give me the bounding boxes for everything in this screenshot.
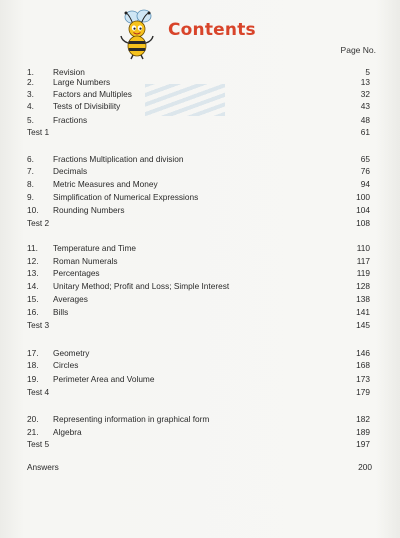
chapter-title: Fractions <box>53 115 88 125</box>
chapter-title: Representing information in graphical form <box>53 414 210 424</box>
chapter-number: 17. <box>27 348 39 358</box>
toc-chapter-row <box>27 179 370 190</box>
chapter-number: 6. <box>27 154 34 164</box>
toc-chapter-row <box>27 281 370 292</box>
chapter-title: Large Numbers <box>53 77 111 87</box>
page-number: 119 <box>356 268 370 278</box>
bee-icon <box>112 8 164 60</box>
page-number: 200 <box>358 462 372 472</box>
test-label: Test 4 <box>27 387 50 397</box>
page-title: Contents <box>168 20 256 40</box>
toc-chapter-row <box>27 166 370 177</box>
chapter-title: Tests of Divisibility <box>53 101 121 111</box>
toc-chapter-row <box>27 414 370 425</box>
chapter-title: Rounding Numbers <box>53 205 125 215</box>
chapter-title: Revision <box>53 67 85 77</box>
chapter-title: Percentages <box>53 268 100 278</box>
page-number-column-header: Page No. <box>340 45 376 55</box>
chapter-number: 15. <box>27 294 39 304</box>
chapter-number: 8. <box>27 179 34 189</box>
toc-chapter-row <box>27 115 370 126</box>
chapter-title: Temperature and Time <box>53 243 137 253</box>
chapter-title: Factors and Multiples <box>53 89 132 99</box>
toc-chapter-row <box>27 374 370 385</box>
toc-chapter-row <box>27 77 370 88</box>
toc-chapter-row <box>27 294 370 305</box>
chapter-number: 5. <box>27 115 34 125</box>
toc-chapter-row <box>27 268 370 279</box>
toc-chapter-row <box>27 307 370 318</box>
toc-test-row <box>27 320 370 331</box>
test-label: Test 1 <box>27 127 50 137</box>
test-label: Test 3 <box>27 320 50 330</box>
chapter-title: Simplification of Numerical Expressions <box>53 192 199 202</box>
test-label: Test 2 <box>27 218 50 228</box>
chapter-number: 7. <box>27 166 34 176</box>
chapter-title: Perimeter Area and Volume <box>53 374 155 384</box>
toc-chapter-row <box>27 360 370 371</box>
toc-test-row <box>27 462 370 473</box>
toc-chapter-row <box>27 192 370 203</box>
toc-chapter-row <box>27 205 370 216</box>
toc-chapter-row <box>27 154 370 165</box>
contents-header <box>112 8 312 60</box>
page-number: 76 <box>360 166 370 176</box>
page-number: 94 <box>360 179 370 189</box>
test-label: Answers <box>27 462 59 472</box>
chapter-number: 9. <box>27 192 34 202</box>
toc-chapter-row <box>27 348 370 359</box>
chapter-number: 4. <box>27 101 34 111</box>
page-number: 173 <box>356 374 370 384</box>
chapter-title: Fractions Multiplication and division <box>53 154 184 164</box>
page-number: 32 <box>360 89 370 99</box>
page-number: 5 <box>365 67 370 77</box>
page-number: 100 <box>356 192 370 202</box>
toc-chapter-row <box>27 427 370 438</box>
chapter-title: Algebra <box>53 427 82 437</box>
page-number: 197 <box>356 439 370 449</box>
page-number: 108 <box>356 218 370 228</box>
page-number: 138 <box>356 294 370 304</box>
page-number: 117 <box>356 256 370 266</box>
chapter-number: 10. <box>27 205 39 215</box>
chapter-title: Metric Measures and Money <box>53 179 158 189</box>
toc-chapter-row <box>27 256 370 267</box>
chapter-title: Geometry <box>53 348 90 358</box>
toc-test-row <box>27 439 370 450</box>
chapter-title: Averages <box>53 294 88 304</box>
chapter-number: 18. <box>27 360 39 370</box>
toc-test-row <box>27 127 370 138</box>
chapter-number: 1. <box>27 67 34 77</box>
chapter-title: Circles <box>53 360 79 370</box>
page-number: 43 <box>360 101 370 111</box>
page-number: 65 <box>360 154 370 164</box>
chapter-title: Bills <box>53 307 69 317</box>
toc-test-row <box>27 218 370 229</box>
page-number: 48 <box>360 115 370 125</box>
page-number: 145 <box>356 320 370 330</box>
chapter-title: Decimals <box>53 166 88 176</box>
page-number: 182 <box>356 414 370 424</box>
toc-test-row <box>27 387 370 398</box>
chapter-number: 19. <box>27 374 39 384</box>
chapter-title: Roman Numerals <box>53 256 118 266</box>
chapter-number: 14. <box>27 281 39 291</box>
page-number: 128 <box>356 281 370 291</box>
toc-chapter-row <box>27 101 370 112</box>
page-number: 104 <box>356 205 370 215</box>
page-number: 179 <box>356 387 370 397</box>
page-number: 61 <box>360 127 370 137</box>
toc-chapter-row <box>27 89 370 100</box>
chapter-number: 13. <box>27 268 39 278</box>
page-number: 189 <box>356 427 370 437</box>
chapter-number: 21. <box>27 427 39 437</box>
page-number: 168 <box>356 360 370 370</box>
chapter-number: 3. <box>27 89 34 99</box>
toc-chapter-row <box>27 243 370 254</box>
page-number: 13 <box>360 77 370 87</box>
chapter-number: 11. <box>27 243 38 253</box>
chapter-number: 20. <box>27 414 39 424</box>
chapter-number: 16. <box>27 307 39 317</box>
chapter-number: 12. <box>27 256 39 266</box>
chapter-number: 2. <box>27 77 34 87</box>
test-label: Test 5 <box>27 439 50 449</box>
chapter-title: Unitary Method; Profit and Loss; Simple Interest <box>53 281 230 291</box>
page-number: 141 <box>356 307 370 317</box>
page-number: 146 <box>356 348 370 358</box>
page-number: 110 <box>356 243 370 253</box>
